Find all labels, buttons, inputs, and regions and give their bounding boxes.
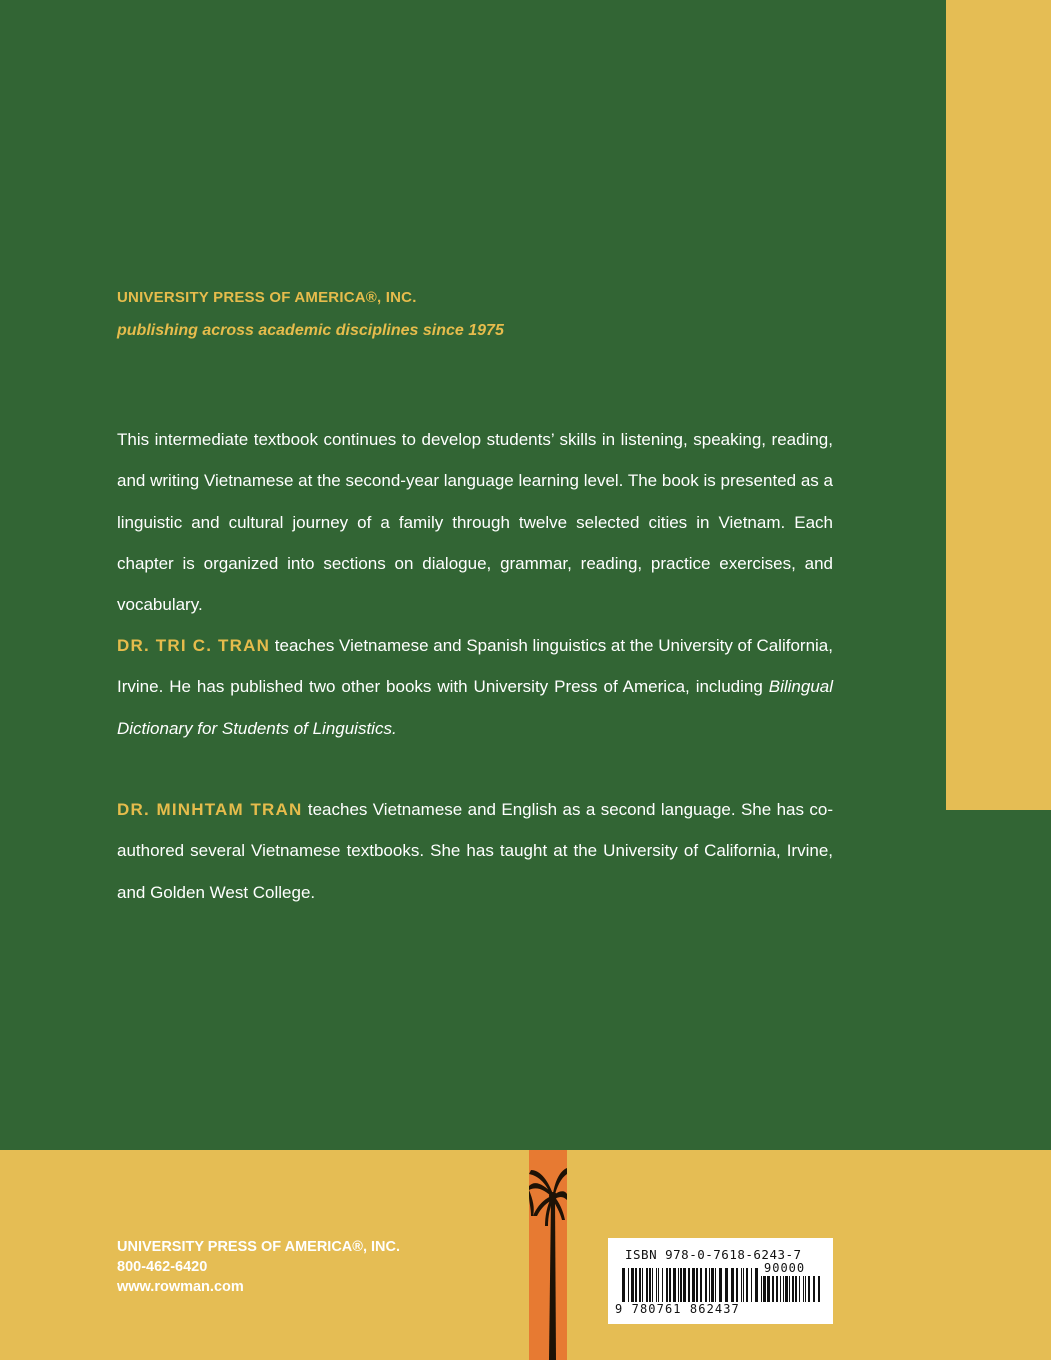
barcode-bar	[715, 1268, 716, 1302]
barcode-bar	[803, 1276, 804, 1302]
barcode-bar	[656, 1268, 657, 1302]
author-name-2: DR. MINHTAM TRAN	[117, 800, 303, 819]
barcode-bar	[678, 1268, 679, 1302]
barcode-box	[608, 1238, 833, 1324]
barcode-bar	[705, 1268, 707, 1302]
barcode-bar	[719, 1268, 722, 1302]
barcode-bar	[725, 1268, 728, 1302]
barcode-bar	[631, 1268, 634, 1302]
barcode-bar	[696, 1268, 698, 1302]
author-bio-text-2: teaches Vietnamese and English as a second language. She has co-authored several Vietnamese textbooks. She has taught at the University of California, Irvine, and Golden West College.	[117, 800, 834, 902]
isbn-label: ISBN 978-0-7618-6243-7	[625, 1247, 802, 1262]
barcode-bar	[761, 1276, 762, 1302]
barcode-bar	[692, 1268, 695, 1302]
author-book-title: Bilingual Dictionary for Students of Linguistics.	[117, 677, 833, 738]
contact-phone: 800-462-6420	[117, 1259, 208, 1275]
barcode-bar	[785, 1276, 788, 1302]
barcode-bar	[767, 1276, 770, 1302]
barcode-bar	[813, 1276, 815, 1302]
barcode-bar	[652, 1268, 653, 1302]
publisher-contact	[117, 1237, 400, 1297]
contact-website: www.rowman.com	[117, 1279, 244, 1295]
barcode-bar	[622, 1268, 625, 1302]
barcode-bar	[808, 1276, 810, 1302]
barcode-bar	[646, 1268, 648, 1302]
barcode-bar	[711, 1268, 714, 1302]
barcode-icon	[622, 1268, 758, 1302]
gold-side-strip	[946, 0, 1051, 810]
barcode-bar	[743, 1268, 744, 1302]
barcode-bar	[805, 1276, 806, 1302]
barcode-bar	[673, 1268, 676, 1302]
barcode-bar	[818, 1276, 820, 1302]
author-bio-2	[117, 789, 833, 913]
barcode-bar	[792, 1276, 794, 1302]
barcode-bar	[731, 1268, 734, 1302]
barcode-bar	[683, 1268, 686, 1302]
barcode-bar	[680, 1268, 682, 1302]
author-bio-1	[117, 625, 833, 749]
barcode-bar	[628, 1268, 629, 1302]
barcode-bar	[709, 1268, 710, 1302]
barcode-bar	[799, 1276, 800, 1302]
book-description: This intermediate textbook continues to develop students’ skills in listening, speaking, reading, and writing Vietnamese at the second-year language learning level. The book is presented as a linguistic and cultural journey of a family through twelve selected cities in Vietnam. Each chapter is organized into sections on dialogue, grammar, reading, practice exercises, and vocabulary.	[117, 430, 833, 615]
barcode-bar	[795, 1276, 797, 1302]
orange-strip	[529, 1150, 567, 1360]
barcode-bar	[776, 1276, 778, 1302]
barcode-bar	[751, 1268, 752, 1302]
barcode-bar	[780, 1276, 781, 1302]
contact-publisher-name: UNIVERSITY PRESS OF AMERICA®, INC.	[117, 1239, 400, 1255]
barcode-bar	[789, 1276, 790, 1302]
publisher-tagline: publishing across academic disciplines since 1975	[117, 322, 504, 339]
price-code: 90000	[764, 1261, 806, 1275]
barcode-bar	[688, 1268, 690, 1302]
barcode-bar	[649, 1268, 651, 1302]
barcode-addon-icon	[761, 1276, 821, 1302]
barcode-bar	[669, 1268, 671, 1302]
barcode-bar	[736, 1268, 738, 1302]
barcode-digits: 9 780761 862437	[615, 1302, 740, 1316]
barcode-bar	[700, 1268, 702, 1302]
palm-tree-silhouette-icon	[529, 1150, 567, 1360]
barcode-bar	[642, 1268, 643, 1302]
barcode-bar	[741, 1268, 742, 1302]
barcode-bar	[639, 1268, 641, 1302]
barcode-bar	[658, 1268, 659, 1302]
barcode-bar	[783, 1276, 784, 1302]
barcode-bar	[635, 1268, 637, 1302]
barcode-bar	[662, 1268, 663, 1302]
publisher-name: UNIVERSITY PRESS OF AMERICA®, INC.	[117, 289, 417, 306]
barcode-bar	[666, 1268, 668, 1302]
barcode-bar	[763, 1276, 766, 1302]
author-bio-text-1: teaches Vietnamese and Spanish linguistics at the University of California, Irvine. He has published two other books with University Press of America, including	[117, 636, 833, 697]
author-name-1: DR. TRI C. TRAN	[117, 636, 271, 655]
barcode-bar	[746, 1268, 748, 1302]
barcode-bar	[772, 1276, 774, 1302]
barcode-bar	[755, 1268, 758, 1302]
